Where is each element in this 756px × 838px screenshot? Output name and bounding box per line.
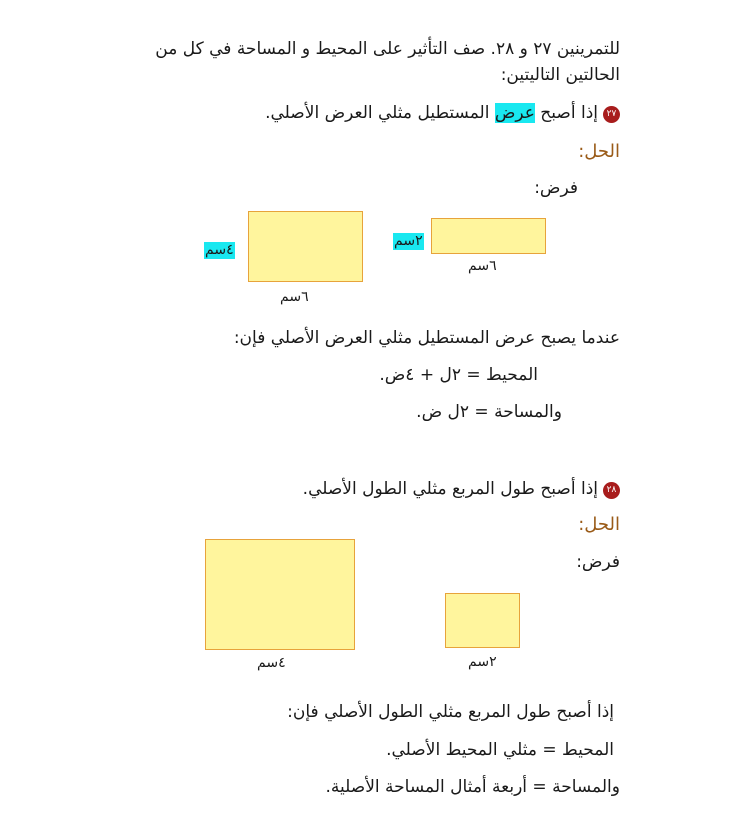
exercise-28-area: والمساحة = أربعة أمثال المساحة الأصلية. bbox=[325, 777, 620, 797]
intro-line-1: للتمرينين ٢٧ و ٢٨. صف التأثير على المحيط و المساحة في كل من bbox=[155, 39, 620, 59]
exercise-28-big-square bbox=[205, 539, 355, 650]
exercise-27-small-rect-height-label: ٢سم bbox=[394, 233, 423, 249]
exercise-27-assume: فرض: bbox=[534, 178, 578, 198]
exercise-28-when: إذا أصبح طول المربع مثلي الطول الأصلي فإن: bbox=[287, 702, 614, 722]
exercise-28-solution-label: الحل: bbox=[578, 514, 620, 535]
exercise-28-big-square-side-label: ٤سم bbox=[257, 655, 286, 671]
exercise-27-title bbox=[265, 102, 620, 125]
exercise-28-title bbox=[303, 478, 620, 501]
exercise-28-perimeter: المحيط = مثلي المحيط الأصلي. bbox=[386, 740, 614, 760]
exercise-28-badge: ٢٨ bbox=[603, 482, 620, 499]
exercise-27-suffix: المستطيل مثلي العرض الأصلي. bbox=[265, 103, 495, 123]
exercise-27-area: والمساحة = ٢ل ض. bbox=[416, 402, 562, 422]
exercise-27-badge: ٢٧ bbox=[603, 106, 620, 123]
exercise-27-big-rectangle bbox=[248, 211, 363, 282]
exercise-27-when: عندما يصبح عرض المستطيل مثلي العرض الأصلي فإن: bbox=[233, 328, 620, 348]
exercise-27-highlight: عرض bbox=[494, 103, 535, 123]
exercise-27-prefix: إذا أصبح bbox=[534, 103, 598, 123]
exercise-27-small-rect-width-label: ٦سم bbox=[468, 258, 497, 274]
exercise-27-big-rect-height-label: ٤سم bbox=[205, 242, 234, 258]
exercise-28-small-square-side-label: ٢سم bbox=[468, 654, 497, 670]
exercise-27-solution-label: الحل: bbox=[578, 141, 620, 162]
exercise-27-big-rect-width-label: ٦سم bbox=[280, 289, 309, 305]
exercise-27-perimeter: المحيط = ٢ل + ٤ض. bbox=[379, 365, 538, 385]
exercise-28-assume: فرض: bbox=[576, 552, 620, 572]
exercise-28-small-square bbox=[445, 593, 520, 648]
intro-line-2: الحالتين التاليتين: bbox=[500, 65, 620, 85]
exercise-28-title-text: إذا أصبح طول المربع مثلي الطول الأصلي. bbox=[302, 479, 598, 499]
exercise-27-small-rectangle bbox=[431, 218, 546, 254]
